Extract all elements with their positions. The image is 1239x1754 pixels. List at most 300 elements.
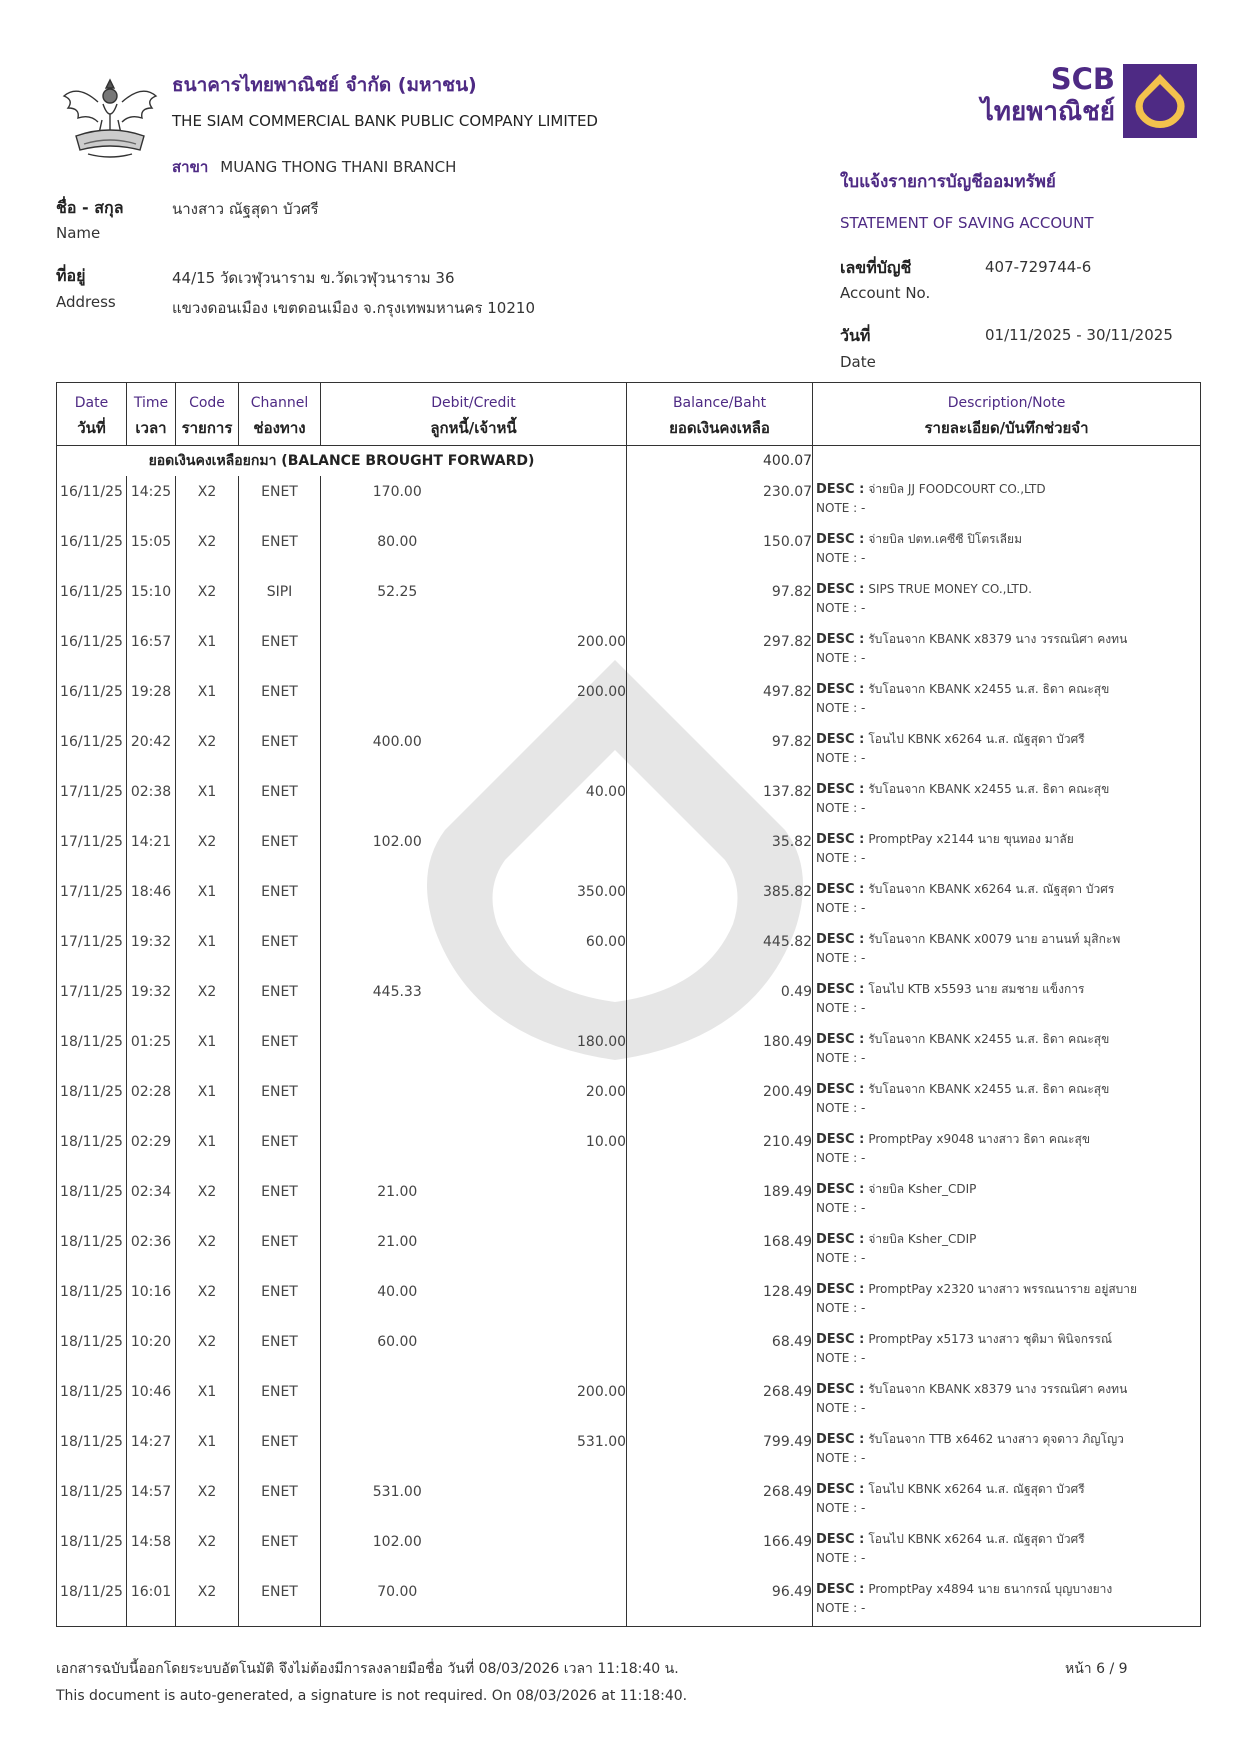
desc-text: รับโอนจาก KBANK x8379 นาง วรรณนิศา คงทน [868,632,1128,646]
desc-prefix: DESC : [816,1282,865,1297]
cell-description [813,1126,1201,1176]
cell-credit [474,1576,627,1626]
cell-description [813,1276,1201,1326]
cell-time: 16:01 [127,1576,176,1626]
cell-description [813,676,1201,726]
cell-time: 02:28 [127,1076,176,1126]
cell-balance: 68.49 [627,1326,813,1376]
cell-credit [474,726,627,776]
cell-description [813,1326,1201,1376]
cell-code: X2 [176,1576,239,1626]
cell-balance: 128.49 [627,1276,813,1326]
cell-date: 16/11/25 [57,526,127,576]
cell-debit: 60.00 [377,1334,418,1350]
cell-balance: 268.49 [627,1476,813,1526]
desc-prefix: DESC : [816,1132,865,1147]
cell-date: 18/11/25 [57,1426,127,1476]
cell-description [813,526,1201,576]
desc-prefix: DESC : [816,882,865,897]
desc-line [816,1030,1200,1049]
note-line: NOTE : - [816,601,866,615]
cell-debit: 102.00 [372,1534,422,1550]
cell-balance: 97.82 [627,726,813,776]
cell-balance: 445.82 [627,926,813,976]
cell-channel: ENET [239,1176,321,1226]
name-label-th: ชื่อ - สกุล [56,198,124,217]
cell-credit: 20.00 [474,1076,627,1126]
scb-logo-text-en: SCB [1050,62,1115,96]
cell-time: 02:36 [127,1226,176,1276]
note-line: NOTE : - [816,1101,866,1115]
cell-credit: 350.00 [474,876,627,926]
cell-balance: 150.07 [627,526,813,576]
cell-code: X2 [176,1526,239,1576]
note-line: NOTE : - [816,551,866,565]
bank-name-th: ธนาคารไทยพาณิชย์ จำกัด (มหาชน) [172,74,477,96]
cell-time: 10:16 [127,1276,176,1326]
cell-debit: 70.00 [321,1576,474,1626]
table-row [57,1126,1201,1176]
desc-text: รับโอนจาก KBANK x2455 น.ส. ธิดา คณะสุข [868,682,1110,696]
cell-code: X1 [176,676,239,726]
cell-date: 17/11/25 [57,876,127,926]
cell-description [813,976,1201,1026]
table-row [57,926,1201,976]
desc-prefix: DESC : [816,482,865,497]
cell-credit: 60.00 [474,926,627,976]
note-line: NOTE : - [816,1401,866,1415]
cell-date: 18/11/25 [57,1076,127,1126]
col-header-description-en: Description/Note [813,383,1201,412]
note-line: NOTE : - [816,1051,866,1065]
note-line: NOTE : - [816,1001,866,1015]
cell-credit: 10.00 [474,1126,627,1176]
cell-channel: ENET [239,1426,321,1476]
cell-time: 14:57 [127,1476,176,1526]
cell-description [813,1026,1201,1076]
desc-text: SIPS TRUE MONEY CO.,LTD. [868,582,1032,596]
cell-date: 18/11/25 [57,1126,127,1176]
desc-prefix: DESC : [816,832,865,847]
cell-code: X2 [176,826,239,876]
cell-date: 17/11/25 [57,826,127,876]
cell-time: 14:21 [127,826,176,876]
cell-balance: 200.49 [627,1076,813,1126]
cell-description [813,1576,1201,1626]
cell-time: 15:10 [127,576,176,626]
name-value: นางสาว ณัฐสุดา บัวศรี [172,200,319,218]
cell-balance: 210.49 [627,1126,813,1176]
cell-balance: 385.82 [627,876,813,926]
cell-time: 14:27 [127,1426,176,1476]
table-row [57,1076,1201,1126]
header-row-th [57,411,1201,446]
cell-code: X1 [176,1426,239,1476]
note-line: NOTE : - [816,1551,866,1565]
desc-line [816,1180,1200,1199]
scb-logo-text-th: ไทยพาณิชย์ [980,97,1115,127]
desc-line [816,1280,1200,1299]
cell-debit: 531.00 [372,1484,422,1500]
address-label-en: Address [56,293,116,311]
cell-channel: ENET [239,676,321,726]
cell-balance: 96.49 [627,1576,813,1626]
cell-debit: 21.00 [377,1234,418,1250]
cell-debit: 170.00 [372,484,422,500]
date-label-th: วันที่ [840,326,871,345]
desc-line [816,830,1200,849]
cell-debit [321,1376,474,1426]
scb-leaf-icon [1123,64,1197,138]
cell-balance: 189.49 [627,1176,813,1226]
cell-code: X1 [176,876,239,926]
table-row [57,1226,1201,1276]
desc-prefix: DESC : [816,1432,865,1447]
cell-time: 02:38 [127,776,176,826]
cell-description [813,626,1201,676]
desc-prefix: DESC : [816,1082,865,1097]
cell-code: X1 [176,926,239,976]
desc-line [816,730,1200,749]
desc-text: PromptPay x4894 นาย ธนากรณ์ บุญบางยาง [868,1582,1113,1596]
cell-credit [474,476,627,526]
cell-time: 15:05 [127,526,176,576]
cell-credit [474,1176,627,1226]
desc-line [816,1080,1200,1099]
balance-forward-label: ยอดเงินคงเหลือยกมา (BALANCE BROUGHT FORWARD) [57,446,627,477]
cell-date: 17/11/25 [57,926,127,976]
cell-time: 19:32 [127,926,176,976]
note-line: NOTE : - [816,701,866,715]
cell-channel: ENET [239,926,321,976]
cell-code: X2 [176,476,239,526]
note-line: NOTE : - [816,901,866,915]
statement-table [56,382,1201,1627]
desc-line [816,880,1200,899]
balance-forward-row [57,446,1201,477]
table-row [57,1376,1201,1426]
desc-line [816,1530,1200,1549]
desc-prefix: DESC : [816,732,865,747]
cell-time: 14:25 [127,476,176,526]
cell-time: 20:42 [127,726,176,776]
table-row [57,826,1201,876]
cell-code: X2 [176,1326,239,1376]
cell-debit: 21.00 [377,1184,418,1200]
cell-balance: 230.07 [627,476,813,526]
desc-text: PromptPay x2320 นางสาว พรรณนาราย อยู่สบาย [868,1282,1138,1296]
cell-description [813,1526,1201,1576]
desc-prefix: DESC : [816,1382,865,1397]
bank-name-en: THE SIAM COMMERCIAL BANK PUBLIC COMPANY LIMITED [172,112,598,130]
note-line: NOTE : - [816,1151,866,1165]
note-line: NOTE : - [816,1201,866,1215]
cell-code: X1 [176,776,239,826]
desc-line [816,1330,1200,1349]
cell-description [813,1426,1201,1476]
cell-code: X1 [176,1376,239,1426]
table-row [57,776,1201,826]
address-label-th: ที่อยู่ [56,266,86,285]
note-line: NOTE : - [816,801,866,815]
desc-line [816,1430,1200,1449]
cell-code: X2 [176,1476,239,1526]
col-header-description-th: รายละเอียด/บันทึกช่วยจำ [813,411,1201,446]
desc-prefix: DESC : [816,632,865,647]
cell-balance: 799.49 [627,1426,813,1476]
cell-credit: 531.00 [474,1426,627,1476]
desc-text: โอนไป KBNK x6264 น.ส. ณัฐสุดา บัวศรี [868,1532,1085,1546]
header-row-en [57,383,1201,412]
desc-text: จ่ายบิล JJ FOODCOURT CO.,LTD [868,482,1046,496]
col-header-time-en: Time [127,383,176,412]
cell-channel: ENET [239,476,321,526]
cell-description [813,926,1201,976]
desc-line [816,930,1200,949]
cell-channel: ENET [239,726,321,776]
desc-text: รับโอนจาก KBANK x8379 นาง วรรณนิศา คงทน [868,1382,1128,1396]
note-line: NOTE : - [816,751,866,765]
cell-debit [321,1426,474,1476]
cell-date: 18/11/25 [57,1326,127,1376]
cell-balance: 0.49 [627,976,813,1026]
cell-channel: ENET [239,526,321,576]
cell-balance: 497.82 [627,676,813,726]
cell-credit [474,976,627,1026]
cell-channel: ENET [239,876,321,926]
branch-value: MUANG THONG THANI BRANCH [220,158,457,176]
table-row [57,1176,1201,1226]
desc-line [816,1480,1200,1499]
cell-description [813,1076,1201,1126]
desc-line [816,1130,1200,1149]
cell-channel: ENET [239,976,321,1026]
note-line: NOTE : - [816,501,866,515]
cell-debit [321,1026,474,1076]
note-line: NOTE : - [816,651,866,665]
address-line-1: 44/15 วัดเวฬุวนาราม ข.วัดเวฬุวนาราม 36 [172,269,455,287]
account-label-th: เลขที่บัญชี [840,258,912,277]
cell-balance: 97.82 [627,576,813,626]
cell-debit [321,876,474,926]
cell-debit [321,926,474,976]
table-row [57,1576,1201,1626]
statement-title-en: STATEMENT OF SAVING ACCOUNT [840,214,1094,232]
table-row [57,726,1201,776]
desc-text: PromptPay x5173 นางสาว ชุติมา พินิจกรรณ์ [868,1332,1113,1346]
scb-logo [955,64,1210,140]
note-line: NOTE : - [816,1501,866,1515]
desc-prefix: DESC : [816,932,865,947]
cell-date: 16/11/25 [57,676,127,726]
desc-prefix: DESC : [816,682,865,697]
cell-credit [474,826,627,876]
table-row [57,976,1201,1026]
cell-channel: ENET [239,626,321,676]
desc-text: จ่ายบิล Ksher_CDIP [868,1232,977,1246]
cell-code: X2 [176,976,239,1026]
col-header-date-th: วันที่ [57,411,127,446]
cell-date: 18/11/25 [57,1526,127,1576]
cell-code: X1 [176,1126,239,1176]
cell-debit: 80.00 [377,534,418,550]
cell-description [813,1476,1201,1526]
desc-text: รับโอนจาก KBANK x2455 น.ส. ธิดา คณะสุข [868,782,1110,796]
desc-text: โอนไป KTB x5593 นาย สมชาย แข็งการ [868,982,1085,996]
cell-channel: ENET [239,1326,321,1376]
cell-date: 16/11/25 [57,576,127,626]
col-header-debit-credit-en: Debit/Credit [321,383,627,412]
name-label-en: Name [56,224,101,242]
desc-text: PromptPay x2144 นาย ขุนทอง มาลัย [868,832,1074,846]
cell-code: X1 [176,1076,239,1126]
cell-code: X2 [176,1276,239,1326]
cell-code: X2 [176,726,239,776]
cell-debit [321,1076,474,1126]
col-header-balance-th: ยอดเงินคงเหลือ [627,411,813,446]
desc-prefix: DESC : [816,782,865,797]
desc-line [816,980,1200,999]
cell-channel: ENET [239,1376,321,1426]
cell-time: 10:46 [127,1376,176,1426]
cell-credit: 180.00 [474,1026,627,1076]
note-line: NOTE : - [816,951,866,965]
balance-forward-amount: 400.07 [627,446,813,477]
cell-debit [321,776,474,826]
cell-date: 17/11/25 [57,976,127,1026]
cell-credit: 200.00 [474,626,627,676]
table-row [57,876,1201,926]
desc-line [816,530,1200,549]
cell-credit [474,1226,627,1276]
desc-prefix: DESC : [816,982,865,997]
cell-time: 14:58 [127,1526,176,1576]
note-line: NOTE : - [816,851,866,865]
footer-note-th: เอกสารฉบับนี้ออกโดยระบบอัตโนมัติ จึงไม่ต้องมีการลงลายมือชื่อ วันที่ 08/03/2026 เวลา 11:18:40 น. [56,1661,679,1677]
desc-text: โอนไป KBNK x6264 น.ส. ณัฐสุดา บัวศรี [868,1482,1085,1496]
desc-prefix: DESC : [816,1582,865,1597]
desc-line [816,780,1200,799]
cell-description [813,1176,1201,1226]
cell-credit [474,1476,627,1526]
col-header-channel-en: Channel [239,383,321,412]
desc-text: รับโอนจาก TTB x6462 นางสาว ดุจดาว ภิญโญว [868,1432,1124,1446]
cell-channel: ENET [239,776,321,826]
col-header-channel-th: ช่องทาง [239,411,321,446]
table-row [57,626,1201,676]
note-line: NOTE : - [816,1451,866,1465]
desc-text: โอนไป KBNK x6264 น.ส. ณัฐสุดา บัวศรี [868,732,1085,746]
col-header-time-th: เวลา [127,411,176,446]
cell-time: 02:29 [127,1126,176,1176]
cell-debit: 400.00 [372,734,422,750]
table-row [57,576,1201,626]
cell-credit [474,1276,627,1326]
cell-time: 18:46 [127,876,176,926]
cell-description [813,826,1201,876]
table-row [57,1026,1201,1076]
note-line: NOTE : - [816,1601,866,1615]
cell-description [813,476,1201,526]
desc-text: จ่ายบิล ปตท.เคซีซี ปิโตรเลียม [868,532,1022,546]
cell-code: X2 [176,576,239,626]
cell-credit: 200.00 [474,676,627,726]
col-header-code-en: Code [176,383,239,412]
address-line-2: แขวงดอนเมือง เขตดอนเมือง จ.กรุงเทพมหานคร 10210 [172,299,535,317]
cell-debit: 40.00 [377,1284,418,1300]
col-header-balance-en: Balance/Baht [627,383,813,412]
cell-date: 17/11/25 [57,776,127,826]
cell-debit [321,676,474,726]
cell-description [813,726,1201,776]
desc-text: รับโอนจาก KBANK x2455 น.ส. ธิดา คณะสุข [868,1082,1110,1096]
table-row [57,1526,1201,1576]
desc-text: จ่ายบิล Ksher_CDIP [868,1182,977,1196]
desc-prefix: DESC : [816,1032,865,1047]
cell-time: 01:25 [127,1026,176,1076]
cell-date: 18/11/25 [57,1476,127,1526]
cell-code: X2 [176,1226,239,1276]
cell-channel: ENET [239,1126,321,1176]
branch-label: สาขา [172,158,209,176]
note-line: NOTE : - [816,1301,866,1315]
cell-debit: 52.25 [377,584,418,600]
cell-credit [474,1526,627,1576]
desc-text: รับโอนจาก KBANK x2455 น.ส. ธิดา คณะสุข [868,1032,1110,1046]
branch-line [172,155,456,179]
table-row [57,1476,1201,1526]
cell-credit [474,576,627,626]
desc-prefix: DESC : [816,1232,865,1247]
cell-channel: ENET [239,1276,321,1326]
cell-date: 18/11/25 [57,1376,127,1426]
cell-credit [474,526,627,576]
cell-channel: ENET [239,1576,321,1626]
col-header-date-en: Date [57,383,127,412]
footer-note-en: This document is auto-generated, a signature is not required. On 08/03/2026 at 11:18:40. [56,1688,688,1704]
cell-code: X1 [176,1026,239,1076]
cell-date: 18/11/25 [57,1226,127,1276]
note-line: NOTE : - [816,1251,866,1265]
garuda-emblem-icon [58,74,162,164]
cell-debit [321,626,474,676]
cell-description [813,876,1201,926]
cell-channel: ENET [239,826,321,876]
cell-channel: ENET [239,1526,321,1576]
desc-prefix: DESC : [816,582,865,597]
balance-forward-desc [813,446,1201,477]
cell-channel: ENET [239,1476,321,1526]
desc-line [816,580,1200,599]
statement-title-th: ใบแจ้งรายการบัญชีออมทรัพย์ [840,172,1056,192]
desc-line [816,1380,1200,1399]
account-label-en: Account No. [840,284,931,302]
cell-channel: SIPI [239,576,321,626]
cell-date: 18/11/25 [57,1176,127,1226]
cell-description [813,1376,1201,1426]
desc-prefix: DESC : [816,1182,865,1197]
cell-balance: 137.82 [627,776,813,826]
cell-balance: 297.82 [627,626,813,676]
desc-text: รับโอนจาก KBANK x0079 นาย อานนท์ มุสิกะพ [868,932,1121,946]
desc-text: รับโอนจาก KBANK x6264 น.ส. ณัฐสุดา บัวศร [868,882,1115,896]
cell-channel: ENET [239,1076,321,1126]
cell-balance: 268.49 [627,1376,813,1426]
cell-debit: 102.00 [372,834,422,850]
desc-text: PromptPay x9048 นางสาว ธิดา คณะสุข [868,1132,1091,1146]
col-header-debit-credit-th: ลูกหนี้/เจ้าหนี้ [321,411,627,446]
desc-line [816,1230,1200,1249]
